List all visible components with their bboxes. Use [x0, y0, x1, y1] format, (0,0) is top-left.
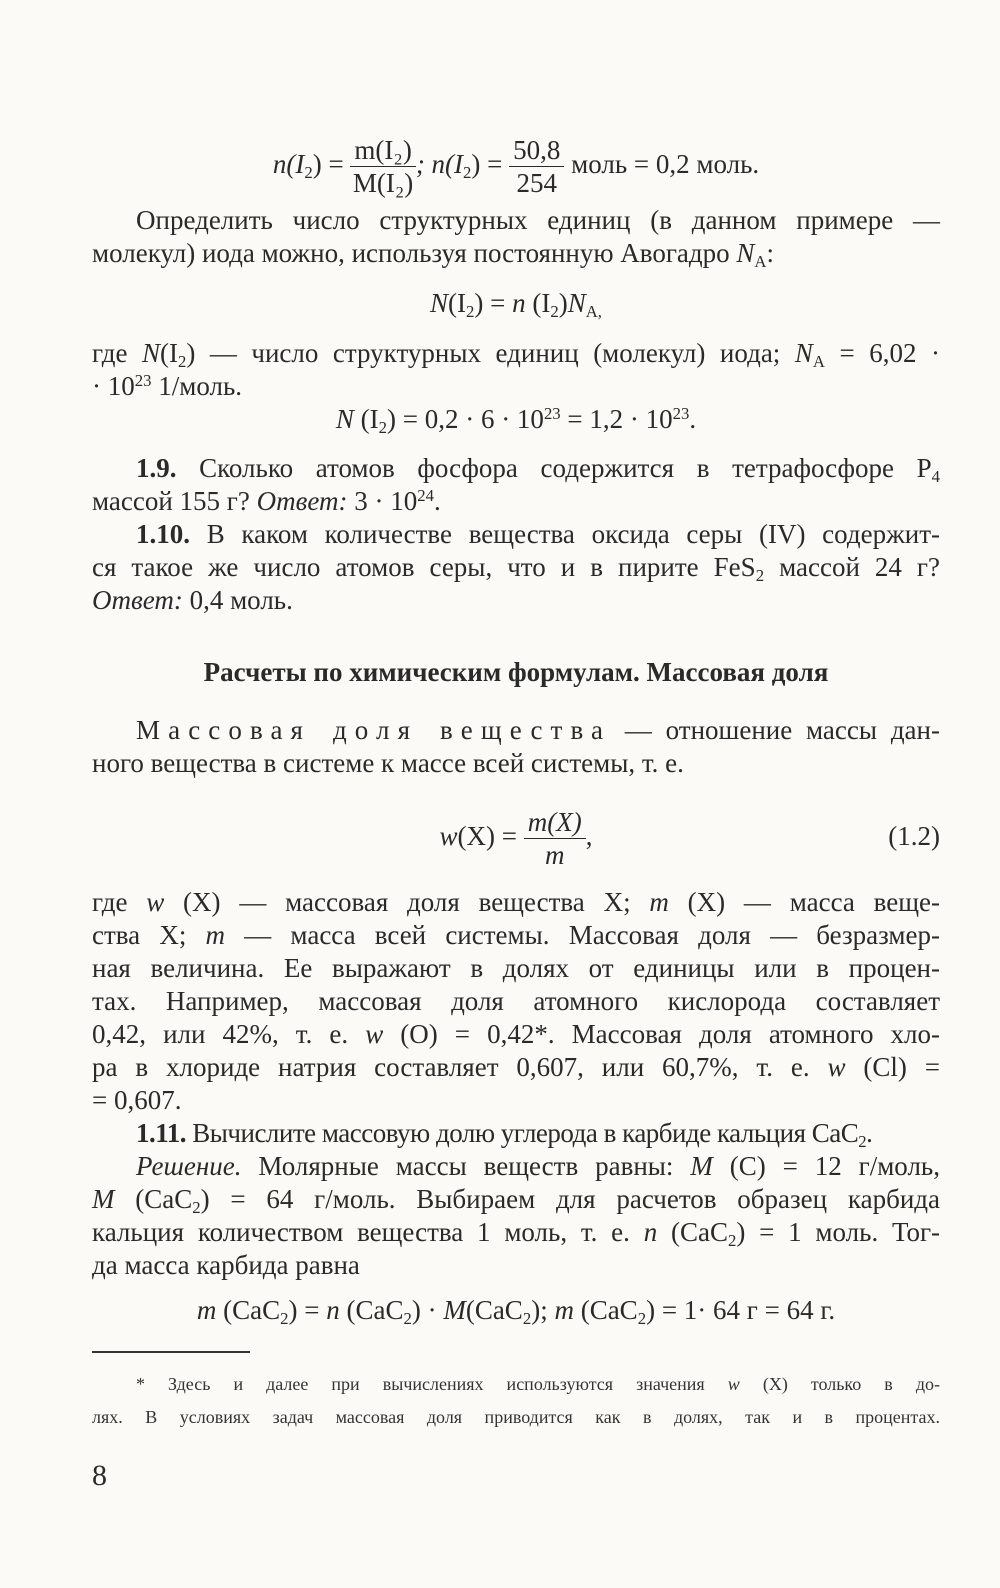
text: ра в хлориде натрия составляет 0,607, или 60,7%, т. е. — [92, 1052, 828, 1082]
text: w — [827, 1052, 846, 1082]
text: : — [766, 238, 775, 268]
paragraph-line: ного вещества в системе к массе всей системы, т. е. — [92, 748, 684, 778]
text: ) = 0,2 · 6 · 10 — [386, 404, 544, 434]
text: 2 — [550, 302, 559, 322]
text: m — [649, 887, 669, 917]
text: 0,42, или 42%, т. е. — [92, 1019, 366, 1049]
text: (X) — массовая доля вещества X; — [164, 887, 650, 917]
text: A, — [585, 302, 602, 322]
text: A — [812, 352, 825, 372]
formula-sub: 2 — [463, 163, 472, 183]
paragraph-line — [92, 1018, 940, 1051]
text: . — [866, 1118, 873, 1148]
paragraph-line — [92, 237, 940, 270]
text: = 1,2 · 10 — [560, 404, 673, 434]
text: N — [794, 338, 813, 368]
paragraph-line: ная величина. Ее выражают в долях от единицы или в процен- — [92, 953, 940, 983]
text: N — [430, 288, 449, 318]
fraction-numerator: m(X) — [524, 806, 586, 839]
answer-label: Ответ: — [256, 486, 348, 516]
text: 2 — [858, 1132, 867, 1152]
fraction-denominator: m — [544, 840, 565, 871]
fraction-denominator: M(I₂) — [352, 168, 414, 199]
text: В каком количестве вещества оксида серы (IV) содержит- — [190, 519, 940, 549]
text: . — [689, 404, 697, 434]
text: (X) = — [457, 821, 517, 851]
formula-mass-fraction — [92, 800, 940, 872]
paragraph-line — [92, 370, 940, 403]
solution-line — [92, 1150, 940, 1183]
textbook-page — [92, 0, 940, 1588]
fraction-numeric — [509, 134, 564, 199]
formula-molecule-count — [92, 403, 940, 436]
text: — отношение массы дан- — [611, 715, 940, 745]
text: Молярные массы веществ равны: — [241, 1151, 691, 1181]
problem-1-10 — [92, 518, 940, 551]
footnote-divider — [92, 1351, 250, 1353]
answer-label: Ответ: — [92, 585, 183, 615]
text: 2 — [522, 1309, 532, 1329]
text: (CaC — [114, 1184, 193, 1214]
text: 1/моль. — [151, 371, 243, 401]
text: ) — [558, 288, 568, 318]
text: 24 — [417, 485, 434, 505]
text: ся такое же число атомов серы, что и в пирите FeS — [92, 552, 756, 582]
text: (X) только в до- — [739, 1374, 941, 1394]
text: * Здесь и далее при вычислениях используются значения — [136, 1374, 728, 1394]
formula-text: ) = — [471, 149, 503, 179]
paragraph-line — [92, 919, 940, 952]
fraction-denominator: 254 — [516, 168, 558, 199]
fraction-numerator: 50,8 — [509, 134, 564, 167]
text: (I — [353, 404, 379, 434]
text: m — [554, 1295, 574, 1325]
formula-text: ) = — [312, 149, 344, 179]
text: ства X; — [92, 920, 206, 950]
text: ) · — [411, 1295, 444, 1325]
paragraph-line — [92, 1183, 940, 1216]
fraction-molar — [350, 134, 415, 199]
text: — масса всей системы. Массовая доля — безразмер- — [225, 920, 940, 950]
text: N — [141, 338, 160, 368]
text: 2 — [378, 418, 387, 438]
paragraph-line — [92, 1216, 940, 1249]
text: (I — [525, 288, 551, 318]
text: N — [335, 404, 354, 434]
text: (Cl) = — [845, 1052, 940, 1082]
text: где — [92, 338, 142, 368]
text: ) = 64 г/моль. Выбираем для расчетов образец карбида — [200, 1184, 940, 1214]
paragraph-line — [92, 337, 940, 370]
paragraph-line — [92, 584, 940, 617]
formula-avogadro — [92, 287, 940, 320]
text: ) = 1· 64 г = 64 г. — [646, 1295, 836, 1325]
text: (C) = 12 г/моль, — [712, 1151, 940, 1181]
solution-label: Решение. — [136, 1151, 242, 1181]
text: w — [365, 1019, 384, 1049]
section-heading: Расчеты по химическим формулам. Массовая доля — [203, 657, 829, 687]
paragraph-line — [92, 551, 940, 584]
text: 2 — [637, 1309, 647, 1329]
text: n — [326, 1295, 340, 1325]
text: молекул) иода можно, используя постоянную Авогадро — [92, 238, 737, 268]
text: N — [567, 288, 586, 318]
text: ) = — [288, 1295, 327, 1325]
text: ) — число структурных единиц (молекул) иода; — [186, 338, 795, 368]
text: = 6,02 · — [824, 338, 941, 368]
problem-1-11 — [92, 1117, 940, 1150]
paragraph-line: = 0,607. — [92, 1085, 182, 1115]
text: 4 — [931, 467, 940, 487]
page-number: 8 — [92, 1459, 107, 1492]
text: ) = — [474, 288, 513, 318]
text: (O) = 0,42*. Массовая доля атомного хло- — [383, 1019, 940, 1049]
formula-amount-iodine — [92, 126, 940, 202]
text: Определить число структурных единиц (в данном примере — — [136, 205, 940, 235]
problem-1-9 — [92, 452, 940, 485]
text: 23 — [134, 370, 152, 390]
fraction-mass — [524, 806, 586, 871]
text: M — [443, 1295, 466, 1325]
text: 0,4 моль. — [182, 585, 293, 615]
text: · 10 — [92, 371, 135, 401]
text: (CaC — [339, 1295, 404, 1325]
text: 2 — [403, 1309, 412, 1329]
text: 2 — [177, 352, 187, 372]
paragraph-line — [92, 204, 940, 237]
problem-number: 1.11. — [136, 1118, 187, 1148]
text: M — [92, 1184, 115, 1214]
text: 2 — [727, 1231, 737, 1251]
paragraph-line — [92, 1051, 940, 1084]
text: 2 — [466, 302, 475, 322]
text: (CaC — [657, 1217, 728, 1247]
text: ); — [531, 1295, 555, 1325]
text: w — [727, 1374, 740, 1394]
text: 2 — [192, 1198, 201, 1218]
text: . — [433, 486, 441, 516]
text: Вычислите массовую долю углерода в карбиде кальция CaC — [186, 1118, 859, 1148]
paragraph-line: да масса карбида равна — [92, 1250, 360, 1280]
fraction-numerator: m(I₂) — [350, 134, 415, 167]
text: (CaC — [465, 1295, 523, 1325]
text: n — [643, 1217, 658, 1247]
text: (X) — масса веще- — [668, 887, 940, 917]
text: m — [205, 920, 226, 950]
text: 3 · 10 — [347, 486, 418, 516]
text: 23 — [672, 403, 690, 423]
footnote-line — [92, 1371, 940, 1397]
text: где — [92, 887, 147, 917]
text: (CaC — [216, 1295, 281, 1325]
text: , — [585, 821, 593, 851]
text: массой 24 г? — [764, 552, 940, 582]
formula-carbide-mass — [92, 1294, 940, 1327]
problem-number: 1.10. — [136, 519, 190, 549]
text: w — [439, 821, 458, 851]
formula-text: ; n(I — [415, 149, 464, 179]
paragraph-line — [92, 485, 940, 518]
text: 2 — [755, 566, 765, 586]
footnote-line: лях. В условиях задач массовая доля приводится как в долях, так и в процентах. — [92, 1407, 940, 1427]
text: n — [512, 288, 526, 318]
text: 23 — [543, 403, 561, 423]
equation-number: (1.2) — [888, 821, 940, 851]
formula-text: моль = 0,2 моль. — [571, 149, 760, 179]
text: кальция количеством вещества 1 моль, т. е. — [92, 1217, 644, 1247]
text: m — [196, 1295, 217, 1325]
text: Сколько атомов фосфора содержится в тетрафосфоре P — [176, 453, 932, 483]
paragraph-line — [92, 886, 940, 919]
text: (I — [448, 288, 466, 318]
text: ) = 1 моль. Тог- — [736, 1217, 941, 1247]
text: A — [754, 252, 767, 272]
formula-text: n(I — [272, 149, 305, 179]
text: M — [690, 1151, 713, 1181]
formula-sub: 2 — [304, 163, 313, 183]
paragraph-line: тах. Например, массовая доля атомного кислорода составляет — [92, 986, 940, 1016]
text: массой 155 г? — [92, 486, 257, 516]
text: 2 — [280, 1309, 289, 1329]
definition-term: Массовая доля вещества — [136, 715, 612, 745]
text: N — [736, 238, 755, 268]
text: (CaC — [573, 1295, 638, 1325]
text: w — [146, 887, 165, 917]
text: (I — [160, 338, 178, 368]
definition-line — [92, 714, 940, 747]
problem-number: 1.9. — [136, 453, 177, 483]
